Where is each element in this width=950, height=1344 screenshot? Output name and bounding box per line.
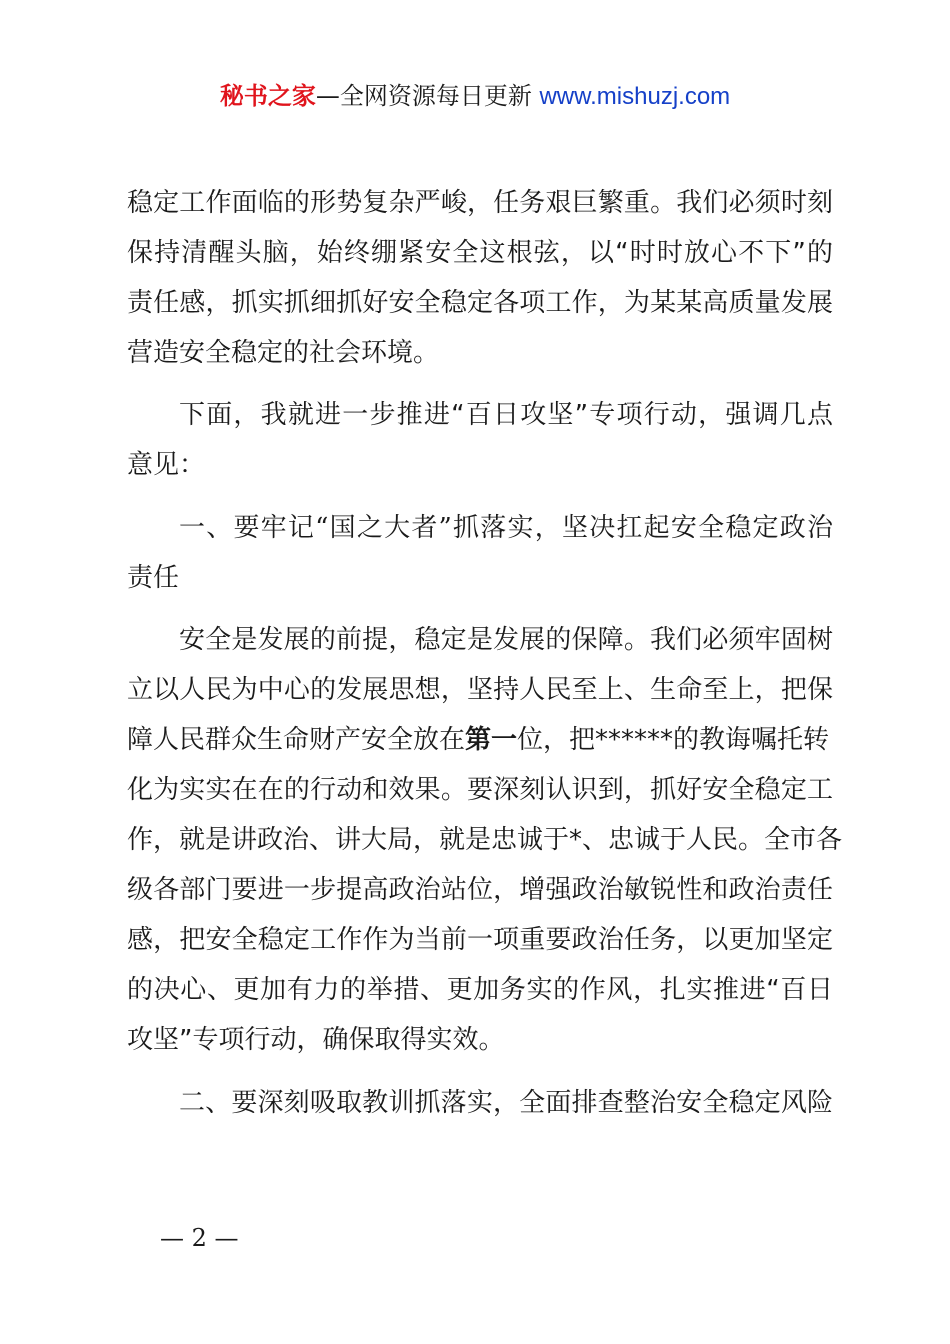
- paragraph-line: 级各部门要进一步提高政治站位，增强政治敏锐性和政治责任: [127, 875, 833, 905]
- site-tagline: —全网资源每日更新: [315, 82, 540, 110]
- paragraph-line: 攻坚”专项行动，确保取得实效。: [127, 1025, 505, 1055]
- section-heading-1: 一、要牢记“国之大者”抓落实，坚决扛起安全稳定政治: [179, 513, 833, 543]
- bold-text: 第一: [465, 725, 518, 755]
- page-number: — 2 —: [160, 1224, 239, 1252]
- paragraph-line: [127, 722, 833, 758]
- text-run: 障人民群众生命财产安全放在: [127, 725, 466, 755]
- paragraph-line: 作，就是讲政治、讲大局，就是忠诚于*、忠诚于人民。全市各: [127, 825, 843, 855]
- paragraph-line: 意见：: [127, 450, 206, 480]
- section-heading-2: 二、要深刻吸取教训抓落实，全面排查整治安全稳定风险: [179, 1088, 833, 1118]
- paragraph-line: 稳定工作面临的形势复杂严峻，任务艰巨繁重。我们必须时刻: [127, 188, 833, 218]
- paragraph-line: 责任感，抓实抓细抓好安全稳定各项工作，为某某高质量发展: [127, 288, 833, 318]
- paragraph-line: 立以人民为中心的发展思想，坚持人民至上、生命至上，把保: [127, 675, 833, 705]
- site-url[interactable]: www.mishuzj.com: [539, 83, 731, 110]
- site-header: [0, 80, 950, 113]
- paragraph-line: 的决心、更加有力的举措、更加务实的作风，扎实推进“百日: [127, 975, 833, 1005]
- paragraph-line: 化为实实在在的行动和效果。要深刻认识到，抓好安全稳定工: [127, 775, 833, 805]
- paragraph-line: 感，把安全稳定工作作为当前一项重要政治任务，以更加坚定: [127, 925, 833, 955]
- paragraph-line: 营造安全稳定的社会环境。: [127, 338, 440, 368]
- paragraph-line: 安全是发展的前提，稳定是发展的保障。我们必须牢固树: [179, 625, 833, 655]
- site-brand: 秘书之家: [219, 82, 316, 110]
- text-run: 位，把******的教诲嘱托转: [517, 725, 830, 755]
- paragraph-line: 保持清醒头脑，始终绷紧安全这根弦，以“时时放心不下”的: [127, 238, 833, 268]
- section-heading-1-cont: 责任: [127, 563, 180, 593]
- paragraph-line: 下面，我就进一步推进“百日攻坚”专项行动，强调几点: [179, 400, 833, 430]
